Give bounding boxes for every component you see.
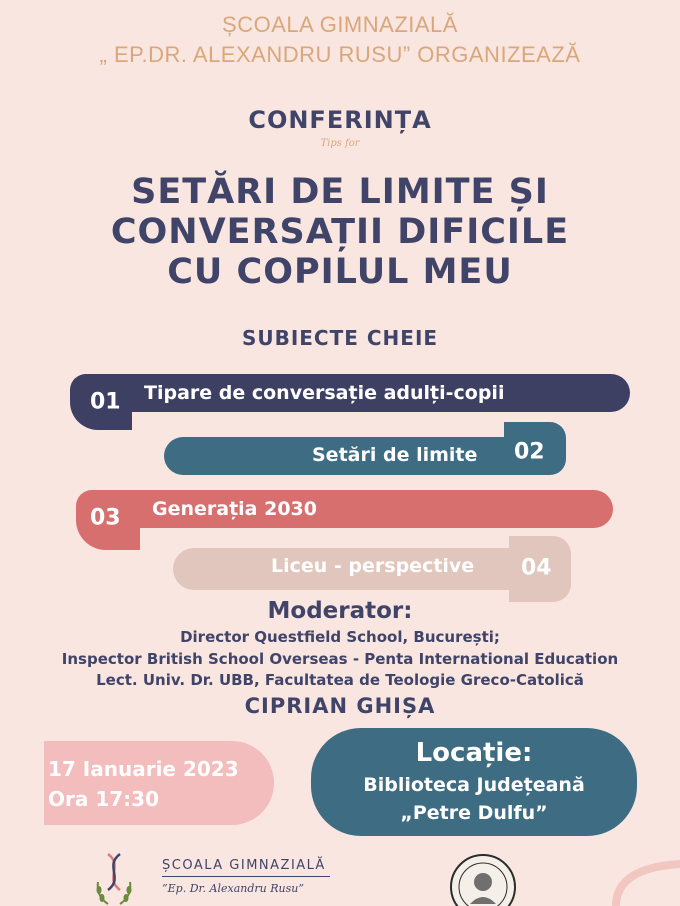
title-line-1: SETĂRI DE LIMITE ȘI	[131, 172, 549, 212]
dna-laurel-logo	[94, 852, 134, 906]
event-date: 17 Ianuarie 2023	[48, 757, 239, 781]
decorative-swirl	[606, 856, 680, 906]
topic-number-3: 03	[90, 505, 121, 531]
location-block	[311, 728, 637, 836]
topic-bar-4	[173, 536, 571, 602]
moderator-name: CIPRIAN GHIȘA	[244, 694, 436, 718]
organizer-line-1: ȘCOALA GIMNAZIALĂ	[222, 12, 458, 37]
topic-number-1: 01	[90, 389, 121, 415]
moderator-line-1: Director Questfield School, București;	[180, 628, 500, 646]
topic-number-2: 02	[514, 439, 545, 465]
moderator-line-3: Lect. Univ. Dr. UBB, Facultatea de Teologie Greco-Catolică	[96, 671, 584, 689]
date-block	[44, 741, 274, 825]
library-seal-logo	[448, 852, 518, 906]
location-line-1: Biblioteca Județeană	[363, 774, 585, 796]
footer-school-subtitle: ”Ep. Dr. Alexandru Rusu”	[162, 882, 304, 895]
title-line-2: CONVERSAȚII DIFICILE	[110, 212, 570, 252]
topic-label-3: Generația 2030	[152, 498, 317, 520]
topic-number-4: 04	[521, 555, 552, 581]
location-line-2: „Petre Dulfu”	[400, 802, 548, 824]
moderator-heading: Moderator:	[267, 598, 413, 624]
event-time: Ora 17:30	[48, 787, 159, 811]
topic-label-2: Setări de limite	[312, 444, 478, 466]
footer-divider	[162, 876, 330, 877]
location-heading: Locație:	[415, 738, 533, 768]
organizer-line-2: „ EP.DR. ALEXANDRU RUSU” ORGANIZEAZĂ	[99, 42, 581, 67]
title-line-3: CU COPILUL MEU	[167, 252, 513, 292]
tips-script: Tips for	[320, 138, 360, 149]
topics-heading: SUBIECTE CHEIE	[241, 326, 439, 350]
event-type: CONFERINȚA	[248, 106, 432, 134]
topic-label-1: Tipare de conversație adulți-copii	[144, 382, 505, 404]
footer-school-name: ȘCOALA GIMNAZIALĂ	[162, 858, 326, 873]
topic-bar-2	[164, 422, 566, 478]
event-title	[0, 172, 680, 292]
topic-label-4: Liceu - perspective	[271, 555, 475, 577]
moderator-line-2: Inspector British School Overseas - Penta International Education	[61, 650, 619, 668]
